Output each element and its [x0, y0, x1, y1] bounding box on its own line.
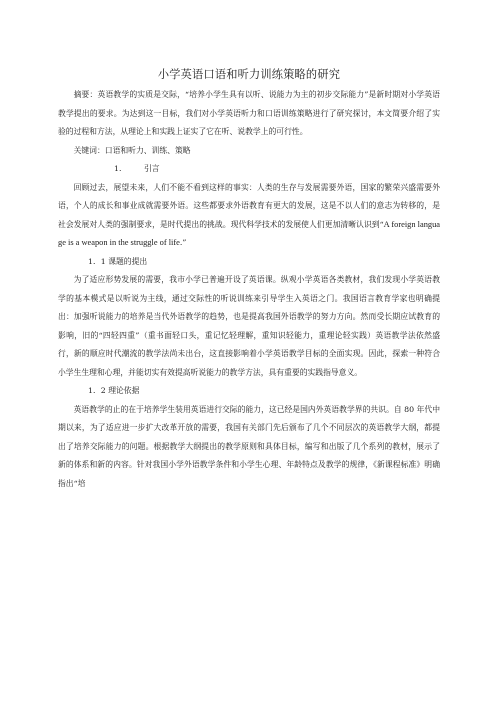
section-1-number: 1. — [114, 164, 122, 173]
abstract-paragraph: 摘要：英语教学的实质是交际，“培养小学生具有以听、说能力为主的初步交际能力”是新时期对小学英语教学提出的要求。为达到这一目标，我们对小学英语听力和口语训练策略进行了研究探讨，本文简要介绍了实验的过程和方法，从理论上和实践上证实了它在听、说教学上的可行性。 — [58, 90, 440, 136]
keywords-line: 关键词：口语和听力、训练、策略 — [73, 145, 191, 155]
introduction-paragraph — [58, 179, 440, 253]
section-1-2-heading: 1．2 理论依据 — [88, 386, 140, 395]
section-1-2-paragraph: 英语教学的止的在于培养学生装用英语进行交际的能力，这已经是国内外英语教学界的共识。自 80 年代中期以来，为了适应进一步扩大改革开放的需要，我国有关部门先后颁布了几个不同层次的英语教学大纲，都提出了培养交际能力的问题。根据教学大纲提出的教学原则和具体目标，编写和出版了几个系列的教材，展示了新的体系和新的内容。针对我国小学外语教学条件和小学生心理、年龄特点及教学的规律，《新课程标准》明确指出“培 — [58, 404, 440, 488]
section-1-title: 引言 — [144, 164, 160, 173]
section-1-heading — [58, 160, 440, 179]
quote-end: .” — [179, 238, 187, 247]
introduction-text: 回顾过去，展望未来，人们不能不看到这样的事实：人类的生存与发展需要外语，国家的繁荣兴盛需要外语，个人的成长和事业成就需要外语。这些都要求外语教育有更大的发展，这是不以人们的意志为转移的，是社会发展对人类的强制要求，是时代提出的挑战。现代科学技术的发展使人们更加清晰认识到“ — [58, 182, 440, 229]
paper-title: 小学英语口语和听力训练策略的研究 — [157, 68, 341, 81]
section-1-1-paragraph: 为了适应形势发展的需要，我市小学已普遍开设了英语课。纵观小学英语各类教材，我们发现小学英语教学的基本模式是以听说为主线，通过交际性的听说训练来引导学生入英语之门。我国语言教育学家也明确提出：加强听说能力的培养是当代外语教学的趋势，也是提高我国外语教学的努力方向。然而受长期应试教育的影响，旧的“四轻四重”（重书面轻口头，重记忆轻理解，重知识轻能力，重理论轻实践）英语教学法依然盛行，新的顺应时代潮流的教学法尚未出台，这直接影响着小学英语教学目标的全面实现。因此，探索一种符合小学生生理和心理，并能切实有效提高听说能力的教学方法，具有重要的实践指导意义。 — [58, 275, 440, 377]
section-1-1-heading: 1．1 课题的提出 — [88, 256, 148, 266]
english-quote: A foreign language is a weapon in the struggle of life — [58, 219, 441, 247]
document-page — [58, 68, 440, 493]
